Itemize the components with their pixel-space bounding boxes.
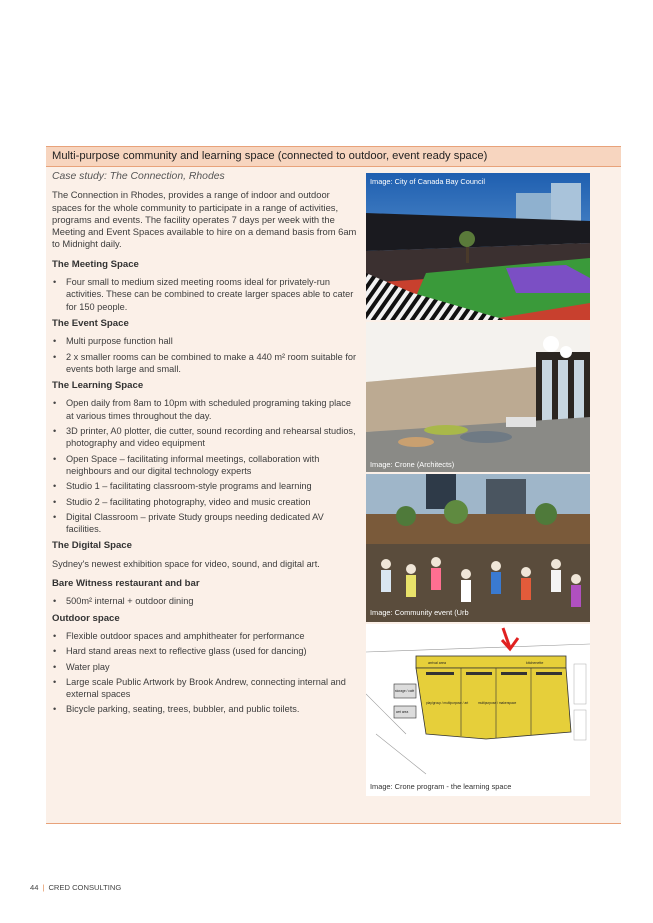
restaurant-list xyxy=(52,595,358,607)
plan-label: play/group / multipurpose / art xyxy=(426,701,469,705)
image-caption-3: Image: Community event (Urb xyxy=(370,608,469,617)
learning-heading: The Learning Space xyxy=(52,380,144,392)
page-number: 44 xyxy=(30,883,39,892)
section-title: Multi-purpose community and learning space (connected to outdoor, event ready space) xyxy=(52,150,488,162)
event-illustration xyxy=(366,474,590,622)
list-item: • Open Space – facilitating informal meetings, collaboration with neighbours and our digital technology experts xyxy=(66,453,358,478)
list-item: • Open daily from 8am to 10pm with scheduled programing taking place at various times throughout the day. xyxy=(66,397,358,422)
meeting-list xyxy=(52,276,358,313)
digital-heading: The Digital Space xyxy=(52,540,132,552)
restaurant-heading: Bare Witness restaurant and bar xyxy=(52,578,200,590)
learning-list xyxy=(52,397,358,535)
box-bottom-rule xyxy=(46,823,621,824)
list-item: • Large scale Public Artwork by Brook Andrew, connecting internal and external spaces xyxy=(66,676,358,701)
image-caption-2: Image: Crone (Architects) xyxy=(370,460,455,469)
meeting-heading: The Meeting Space xyxy=(52,258,139,270)
interior-illustration xyxy=(366,322,590,472)
outdoor-list xyxy=(52,630,358,716)
list-item: • Hard stand areas next to reflective glass (used for dancing) xyxy=(66,645,358,657)
event-heading: The Event Space xyxy=(52,317,129,329)
list-item: • 2 x smaller rooms can be combined to make a 440 m² room suitable for events both large and small. xyxy=(66,351,358,376)
list-item: • Water play xyxy=(66,661,358,673)
intro-paragraph: The Connection in Rhodes, provides a range of indoor and outdoor spaces for the whole community to participate in a range of activities, programs and events. The facility operates 7 days per week with the Meeting and Event Spaces available to hire on a demand basis from 6am to Midnight daily. xyxy=(52,189,357,250)
list-item: • Bicycle parking, seating, trees, bubbler, and public toilets. xyxy=(66,703,358,715)
list-item: • Flexible outdoor spaces and amphitheater for performance xyxy=(66,630,358,642)
list-item: • Four small to medium sized meeting rooms ideal for privately-run activities. These can be combined to create larger spaces able to cater for 150 people. xyxy=(66,276,358,313)
outdoor-heading: Outdoor space xyxy=(52,612,120,624)
digital-text: Sydney's newest exhibition space for video, sound, and digital art. xyxy=(52,558,320,569)
photo-exterior xyxy=(366,173,590,320)
floor-plan-drawing xyxy=(366,624,590,796)
list-item: • 3D printer, A0 plotter, die cutter, sound recording and rehearsal studios, photography and video equipment xyxy=(66,425,358,450)
list-item: • Digital Classroom – private Study groups needing dedicated AV facilities. xyxy=(66,511,358,536)
page-footer xyxy=(30,883,121,892)
event-list xyxy=(52,335,358,375)
section-header xyxy=(46,146,621,167)
case-study-title: Case study: The Connection, Rhodes xyxy=(52,171,225,182)
list-item: • Studio 2 – facilitating photography, video and music creation xyxy=(66,496,358,508)
floor-plan xyxy=(366,624,590,796)
photo-event xyxy=(366,474,590,622)
image-caption-4: Image: Crone program - the learning space xyxy=(370,782,512,791)
plan-label: kitchenette xyxy=(526,661,544,665)
exterior-illustration xyxy=(366,173,590,320)
list-item: • Multi purpose function hall xyxy=(66,335,358,347)
list-item: • 500m² internal + outdoor dining xyxy=(66,595,358,607)
plan-label: arrival area xyxy=(428,661,446,665)
photo-interior xyxy=(366,322,590,472)
footer-org: CRED CONSULTING xyxy=(48,883,122,892)
plan-label: multipurpose / makerspace xyxy=(478,701,517,705)
footer-separator: | xyxy=(42,883,45,892)
list-item: • Studio 1 – facilitating classroom-style programs and learning xyxy=(66,480,358,492)
plan-label: wet area xyxy=(396,710,409,714)
image-caption-1: Image: City of Canada Bay Council xyxy=(370,177,486,186)
text-column xyxy=(52,171,358,721)
plan-label: storage / café xyxy=(395,689,415,693)
